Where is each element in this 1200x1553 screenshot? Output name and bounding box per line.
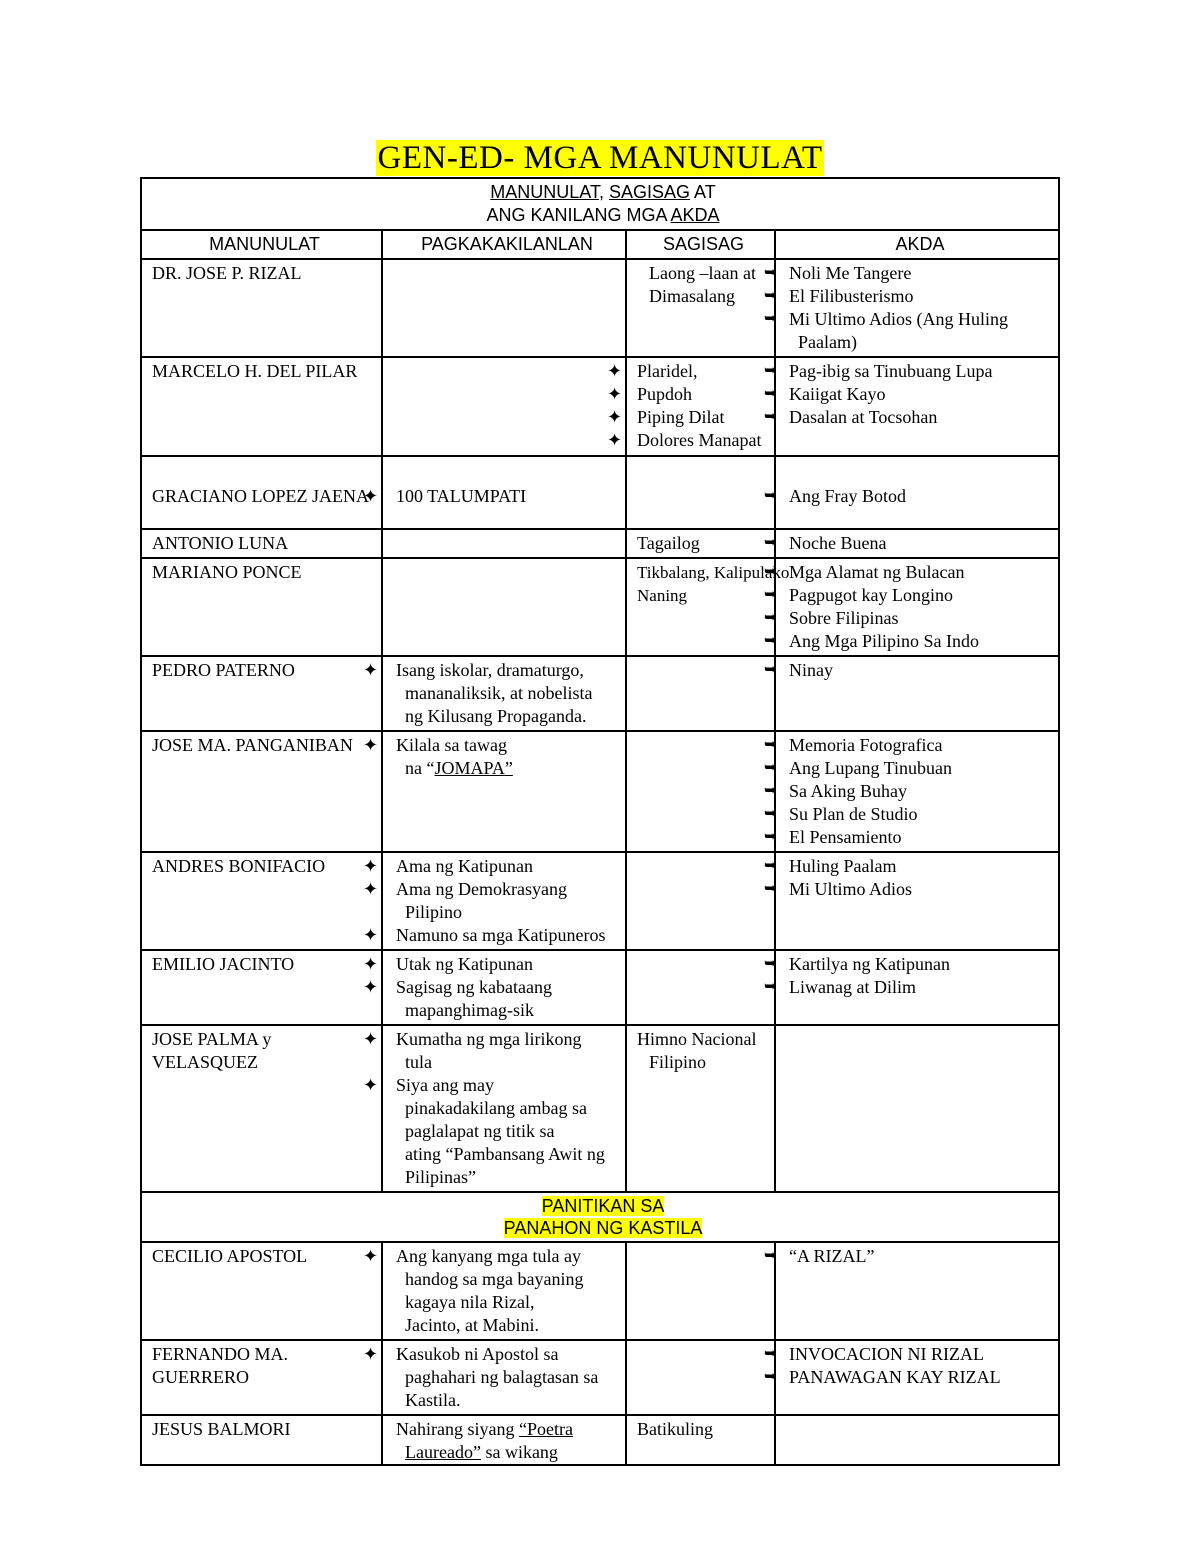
section-row <box>141 1192 1059 1242</box>
list-item: ✦ Ama ng Katipunan <box>393 855 621 878</box>
list-item: ➥ Sa Aking Buhay <box>786 780 1054 803</box>
akda-cell <box>775 456 1059 529</box>
table-row <box>141 456 1059 529</box>
akda-cell <box>775 558 1059 656</box>
sagisag-cell: Tagailog <box>626 529 775 558</box>
table-row <box>141 852 1059 950</box>
pagkakakilanlan-cell: ✦ Isang iskolar, dramaturgo, mananaliksik, at nobelista ng Kilusang Propaganda. <box>382 656 626 731</box>
list-item: ➥ Noche Buena <box>786 532 1054 555</box>
table-heading-row <box>141 178 1059 230</box>
sagisag-cell <box>626 456 775 529</box>
table-row <box>141 558 1059 656</box>
writer-name: GRACIANO LOPEZ JAENA <box>141 456 382 529</box>
table-row <box>141 357 1059 456</box>
pagkakakilanlan-cell: ✦ Ang kanyang mga tula ay handog sa mga bayaning kagaya nila Rizal, Jacinto, at Mabini. <box>382 1242 626 1340</box>
writer-name: ANTONIO LUNA <box>141 529 382 558</box>
writer-name: MARCELO H. DEL PILAR <box>141 357 382 456</box>
list-item: ➥ PANAWAGAN KAY RIZAL <box>786 1366 1054 1389</box>
writer-name: FERNANDO MA. GUERRERO <box>141 1340 382 1415</box>
list-item: ✦ Namuno sa mga Katipuneros <box>393 924 621 947</box>
sagisag-cell: Tikbalang, Kalipulako Naning <box>626 558 775 656</box>
table-row <box>141 1025 1059 1192</box>
sagisag-cell <box>626 731 775 852</box>
writer-name: CECILIO APOSTOL <box>141 1242 382 1340</box>
akda-cell <box>775 950 1059 1025</box>
col-header-akda: AKDA <box>775 230 1059 259</box>
list-item: ➥ Pag-ibig sa Tinubuang Lupa <box>786 360 1054 383</box>
akda-cell: ➥ Noli Me Tangere ➥ El Filibusterismo ➥ Mi Ultimo Adios (Ang Huling Paalam) <box>775 259 1059 357</box>
sagisag-cell <box>626 852 775 950</box>
list-item: ➥ Noli Me Tangere <box>786 262 1054 285</box>
column-header-row <box>141 230 1059 259</box>
list-item: ➥ Mi Ultimo Adios (Ang Huling <box>786 308 1054 331</box>
section-heading: PANITIKAN SA PANAHON NG KASTILA <box>141 1192 1059 1242</box>
akda-cell <box>775 357 1059 456</box>
table-row <box>141 656 1059 731</box>
pagkakakilanlan-cell: ✦ Kumatha ng mga lirikong tula ✦ Siya ang may pinakadakilang ambag sa paglalapat ng titik sa ating “Pambansang Awit ng Pilipinas” <box>382 1025 626 1192</box>
col-header-sagisag: SAGISAG <box>626 230 775 259</box>
sagisag-cell <box>626 656 775 731</box>
pagkakakilanlan-cell <box>382 259 626 357</box>
sagisag-cell: Laong –laan at Dimasalang <box>626 259 775 357</box>
list-item: ➥ Kaiigat Kayo <box>786 383 1054 406</box>
col-header-manunulat: MANUNULAT <box>141 230 382 259</box>
pagkakakilanlan-cell <box>382 529 626 558</box>
list-item: ➥ Ang Fray Botod <box>786 485 1054 508</box>
akda-cell <box>775 1242 1059 1340</box>
akda-cell <box>775 1025 1059 1192</box>
list-item: ➥ El Pensamiento <box>786 826 1054 849</box>
col-header-pagkakakilanlan: PAGKAKAKILANLAN <box>382 230 626 259</box>
akda-cell <box>775 656 1059 731</box>
pagkakakilanlan-cell: ✦ Kilala sa tawag na “JOMAPA” <box>382 731 626 852</box>
writer-name: EMILIO JACINTO <box>141 950 382 1025</box>
list-item: ➥ Dasalan at Tocsohan <box>786 406 1054 429</box>
list-item: ➥ Sobre Filipinas <box>786 607 1054 630</box>
list-item: ➥ Ang Mga Pilipino Sa Indo <box>786 630 1054 653</box>
sagisag-cell: ✦ Plaridel, ✦ Pupdoh ✦ Piping Dilat ✦ Dolores Manapat <box>626 357 775 456</box>
writer-name: DR. JOSE P. RIZAL <box>141 259 382 357</box>
list-item: ✦ Ama ng Demokrasyang <box>393 878 621 901</box>
writers-table <box>140 177 1060 1466</box>
list-item: ✦ 100 TALUMPATI <box>393 485 621 508</box>
list-item: ✦ Kasukob ni Apostol sa <box>393 1343 621 1366</box>
list-item: ➥ Mga Alamat ng Bulacan <box>786 561 1054 584</box>
list-item: ✦ Kilala sa tawag <box>393 734 621 757</box>
table-row <box>141 1415 1059 1465</box>
pagkakakilanlan-cell: ✦ Kasukob ni Apostol sa paghahari ng balagtasan sa Kastila. <box>382 1340 626 1415</box>
akda-cell <box>775 1415 1059 1465</box>
list-item: ➥ Kartilya ng Katipunan <box>786 953 1054 976</box>
writer-name: JESUS BALMORI <box>141 1415 382 1465</box>
writer-name: MARIANO PONCE <box>141 558 382 656</box>
akda-cell <box>775 529 1059 558</box>
list-item: ➥ Liwanag at Dilim <box>786 976 1054 999</box>
table-row <box>141 1242 1059 1340</box>
list-item: ✦ Utak ng Katipunan <box>393 953 621 976</box>
list-item: ✦ Isang iskolar, dramaturgo, <box>393 659 621 682</box>
pagkakakilanlan-cell <box>382 357 626 456</box>
pagkakakilanlan-cell: ✦ Ama ng Katipunan ✦ Ama ng Demokrasyang Pilipino ✦ Namuno sa mga Katipuneros <box>382 852 626 950</box>
sagisag-cell <box>626 1242 775 1340</box>
table-row <box>141 259 1059 357</box>
list-item: ➥ Huling Paalam <box>786 855 1054 878</box>
list-item: ➥ “A RIZAL” <box>786 1245 1054 1268</box>
list-item: ✦ Ang kanyang mga tula ay <box>393 1245 621 1268</box>
list-item: ➥ Su Plan de Studio <box>786 803 1054 826</box>
writer-name: PEDRO PATERNO <box>141 656 382 731</box>
list-item: ✦ Nahirang siyang “Poetra <box>393 1418 621 1441</box>
table-row <box>141 731 1059 852</box>
akda-cell <box>775 852 1059 950</box>
list-item: ➥ Pagpugot kay Longino <box>786 584 1054 607</box>
sagisag-cell: Batikuling <box>626 1415 775 1465</box>
list-item: ➥ El Filibusterismo <box>786 285 1054 308</box>
akda-cell <box>775 1340 1059 1415</box>
list-item: ➥ Ninay <box>786 659 1054 682</box>
table-row <box>141 529 1059 558</box>
sagisag-cell: Himno Nacional Filipino <box>626 1025 775 1192</box>
list-item: ✦ Siya ang may <box>393 1074 621 1097</box>
page-title: GEN-ED- MGA MANUNULAT <box>377 140 823 176</box>
sagisag-cell <box>626 950 775 1025</box>
table-row <box>141 1340 1059 1415</box>
list-item: ➥ Mi Ultimo Adios <box>786 878 1054 901</box>
pagkakakilanlan-cell <box>382 456 626 529</box>
pagkakakilanlan-cell: ✦ Utak ng Katipunan ✦ Sagisag ng kabataang mapanghimag-sik <box>382 950 626 1025</box>
list-item: ➥ Ang Lupang Tinubuan <box>786 757 1054 780</box>
list-item: ➥ Memoria Fotografica <box>786 734 1054 757</box>
table-row <box>141 950 1059 1025</box>
list-item: ➥ INVOCACION NI RIZAL <box>786 1343 1054 1366</box>
writer-name: JOSE PALMA y VELASQUEZ <box>141 1025 382 1192</box>
sagisag-cell <box>626 1340 775 1415</box>
writer-name: JOSE MA. PANGANIBAN <box>141 731 382 852</box>
akda-cell <box>775 731 1059 852</box>
writer-name: ANDRES BONIFACIO <box>141 852 382 950</box>
pagkakakilanlan-cell <box>382 558 626 656</box>
list-item: ✦ Kumatha ng mga lirikong <box>393 1028 621 1051</box>
list-item: ✦ Sagisag ng kabataang <box>393 976 621 999</box>
pagkakakilanlan-cell: ✦ Nahirang siyang “Poetra Laureado” sa wikang <box>382 1415 626 1465</box>
table-heading: MANUNULAT, SAGISAG AT ANG KANILANG MGA AKDA <box>141 178 1059 230</box>
